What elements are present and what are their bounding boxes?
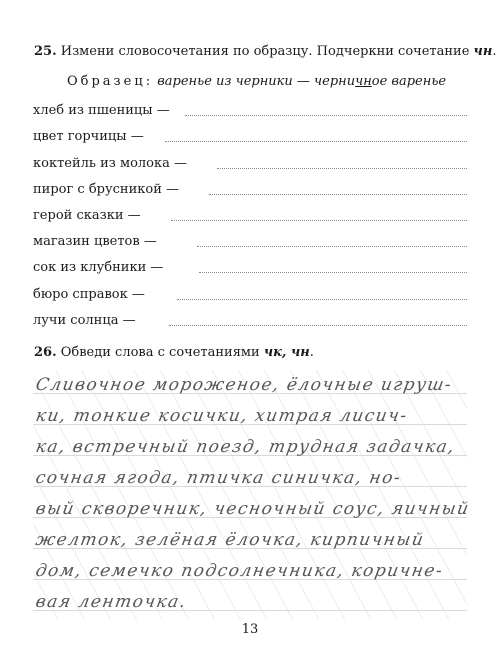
- phrase: магазин цветов —: [33, 234, 157, 249]
- page-number: 13: [241, 622, 259, 637]
- answer-row: [33, 257, 467, 277]
- sample-underlined-combo: чн: [355, 74, 372, 89]
- answer-line[interactable]: [217, 168, 467, 169]
- exercise-26-combos: чк, чн: [263, 345, 310, 360]
- exercise-25-number: 25.: [34, 44, 57, 59]
- cursive-line[interactable]: Сливочное мороженое, ёлочные игруш-: [34, 375, 454, 395]
- cursive-line[interactable]: вый скворечник, чесночный соус, яичный: [34, 499, 472, 519]
- answer-line[interactable]: [169, 325, 467, 326]
- exercise-25-combo: чн: [473, 44, 493, 59]
- cursive-line[interactable]: сочная ягода, птичка синичка, но-: [34, 468, 403, 488]
- cursive-line[interactable]: ки, тонкие косички, хитрая лисич-: [34, 406, 410, 426]
- answer-row: [33, 205, 467, 225]
- answer-line[interactable]: [209, 194, 467, 195]
- exercise-25-title: 25. Измени словосочетания по образцу. Подчеркни сочетание чн.: [34, 44, 497, 59]
- answer-line[interactable]: [171, 220, 467, 221]
- answer-line[interactable]: [177, 299, 467, 300]
- cursive-line[interactable]: ка, встречный поезд, трудная задачка,: [34, 437, 457, 457]
- phrase: бюро справок —: [33, 287, 145, 302]
- phrase: герой сказки —: [33, 208, 141, 223]
- cursive-line[interactable]: дом, семечко подсолнечника, коричне-: [34, 561, 446, 581]
- cursive-line[interactable]: вая ленточка.: [34, 592, 189, 612]
- exercise-26-instruction: Обведи слова с сочетаниями: [56, 345, 264, 360]
- answer-row: [33, 284, 467, 304]
- answer-row: [33, 231, 467, 251]
- phrase: хлеб из пшеницы —: [33, 103, 170, 118]
- sample-example-a: варенье из черники — черни: [153, 74, 356, 89]
- answer-row: [33, 153, 467, 173]
- phrase: коктейль из молока —: [33, 156, 188, 171]
- answer-line[interactable]: [185, 115, 467, 116]
- answer-line[interactable]: [197, 246, 467, 247]
- answer-row: [33, 179, 467, 199]
- answer-row: [33, 310, 467, 330]
- phrase: цвет горчицы —: [33, 129, 144, 144]
- exercise-26-number: 26.: [34, 345, 57, 360]
- cursive-copybook-area: [33, 370, 472, 620]
- sample-example-b: ое варенье: [371, 74, 447, 89]
- sample-label: Образец:: [67, 74, 154, 89]
- exercise-25-sample: [67, 74, 487, 89]
- answer-line[interactable]: [199, 272, 467, 273]
- answer-row: [33, 126, 467, 146]
- exercise-25-instruction: Измени словосочетания по образцу. Подчеркни сочетание: [56, 44, 474, 59]
- answer-row: [33, 100, 467, 120]
- exercise-26-title: 26. Обведи слова с сочетаниями чк, чн.: [34, 345, 314, 360]
- phrase: пирог с брусникой —: [33, 182, 179, 197]
- cursive-line[interactable]: желток, зелёная ёлочка, кирпичный: [34, 530, 427, 550]
- phrase: сок из клубники —: [33, 260, 164, 275]
- answer-line[interactable]: [165, 141, 467, 142]
- phrase: лучи солнца —: [33, 313, 136, 328]
